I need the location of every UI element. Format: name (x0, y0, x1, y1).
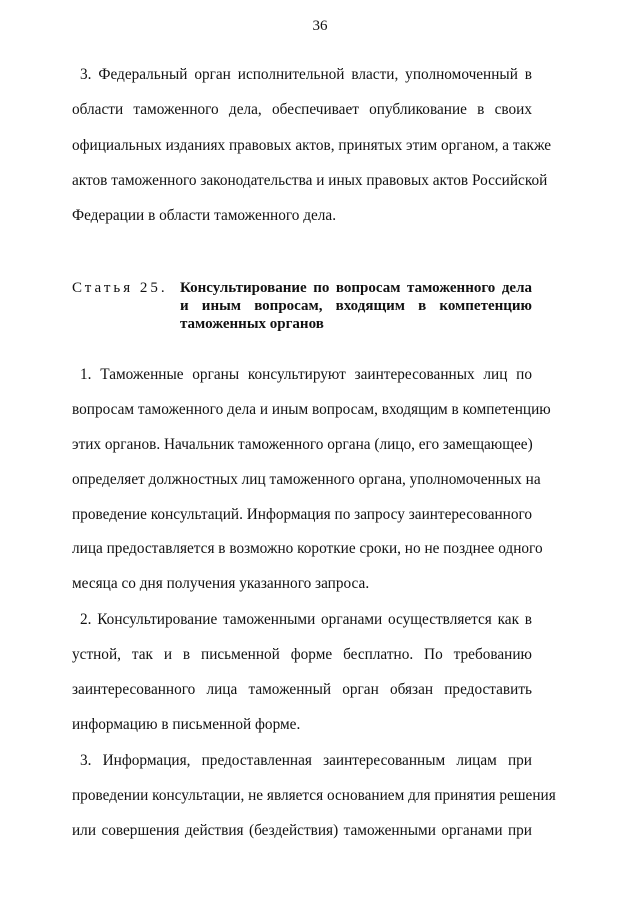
text-line: устной, так и в письменной форме бесплатно. По требованию (72, 646, 532, 663)
article-title-line: и иным вопросам, входящим в компетенцию (180, 298, 532, 314)
text-line: вопросам таможенного дела и иным вопросам, входящим в компетенцию (72, 401, 551, 418)
text-line: информацию в письменной форме. (72, 716, 301, 733)
text-line: 2. Консультирование таможенными органами осуществляется как в (80, 611, 532, 628)
text-line: Федерации в области таможенного дела. (72, 207, 337, 224)
article-title-line: Консультирование по вопросам таможенного дела (180, 280, 532, 296)
text-line: 1. Таможенные органы консультируют заинтересованных лиц по (80, 366, 532, 383)
text-line: лица предоставляется в возможно короткие сроки, но не позднее одного (72, 540, 543, 557)
article-label: Статья 25. (72, 280, 168, 296)
text-line: заинтересованного лица таможенный орган обязан предоставить (72, 681, 532, 698)
text-line: области таможенного дела, обеспечивает опубликование в своих (72, 101, 532, 118)
text-line: проведении консультации, не является основанием для принятия решения (72, 787, 556, 804)
text-line: актов таможенного законодательства и иных правовых актов Российской (72, 172, 548, 189)
text-line: определяет должностных лиц таможенного органа, уполномоченных на (72, 471, 541, 488)
text-line: официальных изданиях правовых актов, принятых этим органом, а также (72, 137, 552, 154)
text-line: или совершения действия (бездействия) таможенными органами при (72, 822, 532, 839)
text-line: 3. Федеральный орган исполнительной власти, уполномоченный в (80, 66, 532, 83)
article-title-line: таможенных органов (180, 316, 324, 332)
text-line: этих органов. Начальник таможенного органа (лицо, его замещающее) (72, 436, 533, 453)
text-line: месяца со дня получения указанного запроса. (72, 575, 370, 592)
text-line: проведение консультаций. Информация по запросу заинтересованного (72, 506, 533, 523)
text-line: 3. Информация, предоставленная заинтересованным лицам при (80, 752, 532, 769)
page-number: 36 (312, 18, 328, 34)
